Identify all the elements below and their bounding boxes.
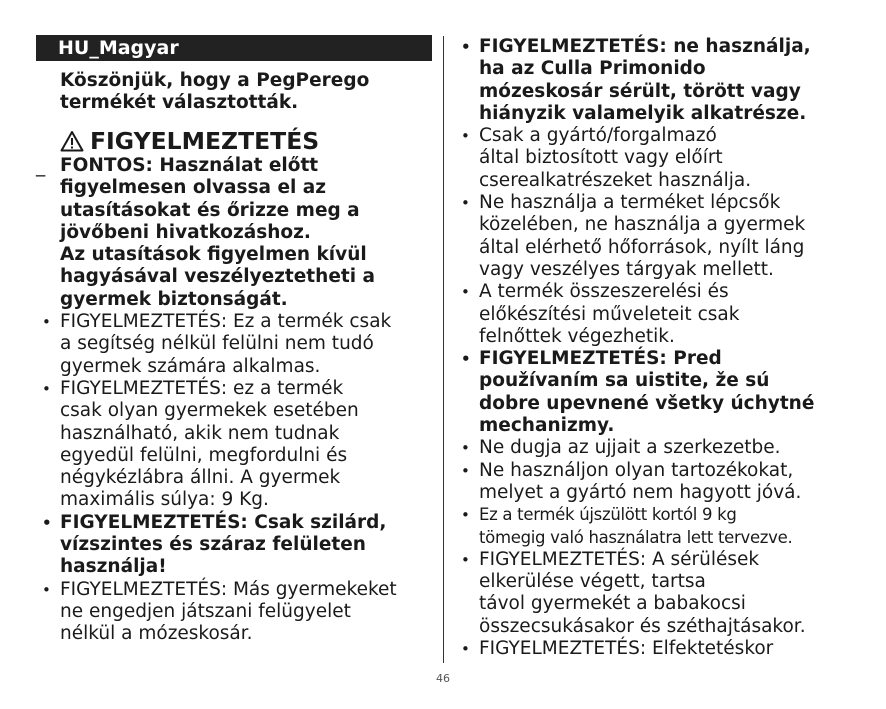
list-item bbox=[458, 192, 844, 281]
bullet: • bbox=[461, 127, 470, 146]
list-item-text: FIGYELMEZTETÉS: Csak szilárd, vízszintes és száraz felületen használja! bbox=[60, 511, 387, 578]
list-item bbox=[39, 512, 434, 579]
section-header bbox=[36, 35, 432, 61]
list-item-text: A termék összeszerelési és előkészítési műveleteit csak felnőttek végezhetik. bbox=[479, 281, 740, 347]
bullet: • bbox=[461, 283, 470, 302]
list-item bbox=[458, 638, 844, 660]
bullet: • bbox=[42, 379, 51, 398]
list-item-text: Ne dugja az ujjait a szerkezetbe. bbox=[479, 437, 781, 459]
important-notice bbox=[36, 155, 434, 311]
bullet: • bbox=[461, 640, 470, 659]
page-number: 46 bbox=[436, 672, 450, 685]
right-column bbox=[461, 36, 844, 660]
dash-marker: _ bbox=[36, 156, 46, 177]
bullet: • bbox=[461, 350, 471, 369]
list-item bbox=[458, 549, 844, 638]
list-item bbox=[39, 378, 434, 512]
list-item bbox=[458, 437, 844, 459]
important-notice-text: FONTOS: Használat előtt figyelmesen olvassa el az utasításokat és őrizze meg a jövőbeni hivatkozáshoz. Az utasítások figyelmen kívül hagyásával veszélyeztetheti a gyermek biztonságát. bbox=[60, 155, 375, 310]
list-item-text: FIGYELMEZTETÉS: ne használja, ha az Culla Primonido mózeskosár sérült, törött vagy hiányzik valamelyik alkatrésze. bbox=[479, 36, 811, 124]
list-item bbox=[39, 311, 434, 378]
list-item bbox=[458, 460, 844, 505]
list-item-text: Csak a gyártó/forgalmazó által biztosított vagy előírt cserealkatrészeket használja. bbox=[479, 125, 752, 191]
list-item-text: FIGYELMEZTETÉS: Ez a termék csak a segítség nélkül felülni nem tudó gyermek számára alkalmas. bbox=[60, 311, 392, 377]
section-header-title: HU_Magyar bbox=[58, 37, 179, 59]
left-column bbox=[36, 70, 434, 646]
list-item-text: FIGYELMEZTETÉS: Pred používaním sa uistite, že sú dobre upevnené všetky úchytné mechanizmy. bbox=[479, 348, 815, 437]
list-item bbox=[458, 348, 844, 437]
list-item bbox=[458, 125, 844, 192]
warning-heading-text: FIGYELMEZTETÉS bbox=[90, 127, 320, 155]
list-item-text: FIGYELMEZTETÉS: A sérülések elkerülése végett, tartsa távol gyermekét a babakocsi összecsukásakor és széthajtásakor. bbox=[479, 548, 806, 637]
bullet: • bbox=[42, 313, 51, 332]
list-item-text: Ez a termék újszülött kortól 9 kg tömegig való használatra lett tervezve. bbox=[479, 505, 793, 547]
bullet: • bbox=[461, 38, 471, 56]
list-item bbox=[39, 579, 434, 646]
bullet: • bbox=[42, 513, 52, 532]
warning-heading bbox=[60, 127, 434, 155]
list-item-text: FIGYELMEZTETÉS: Más gyermekeket ne engedjen játszani felügyelet nélkül a mózeskosár. bbox=[60, 578, 397, 645]
list-item bbox=[458, 504, 844, 549]
list-item bbox=[458, 36, 844, 125]
bullet: • bbox=[461, 506, 470, 525]
thanks-text: Köszönjük, hogy a PegPerego termékét választották. bbox=[60, 70, 370, 113]
bullet: • bbox=[461, 550, 470, 569]
bullet: • bbox=[461, 461, 470, 480]
warning-triangle-icon bbox=[60, 130, 84, 152]
list-item-text: FIGYELMEZTETÉS: ez a termék csak olyan gyermekek esetében használható, akik nem tudnak egyedül felülni, megfordulni és négykézlábra állni. A gyermek maximális súlya: 9 Kg. bbox=[60, 377, 359, 511]
bullet: • bbox=[42, 580, 51, 599]
list-item-text: Ne használjon olyan tartozékokat, melyet a gyártó nem hagyott jóvá. bbox=[479, 459, 802, 503]
bullet: • bbox=[461, 194, 470, 213]
bullet: • bbox=[461, 439, 470, 458]
list-item bbox=[458, 281, 844, 348]
column-divider bbox=[443, 36, 444, 663]
list-item-text: FIGYELMEZTETÉS: Elfektetéskor bbox=[479, 638, 774, 660]
list-item-text: Ne használja a terméket lépcsők közelében, ne használja a gyermek által elérhető hőforrások, nyílt láng vagy veszélyes tárgyak mellett. bbox=[479, 192, 806, 280]
